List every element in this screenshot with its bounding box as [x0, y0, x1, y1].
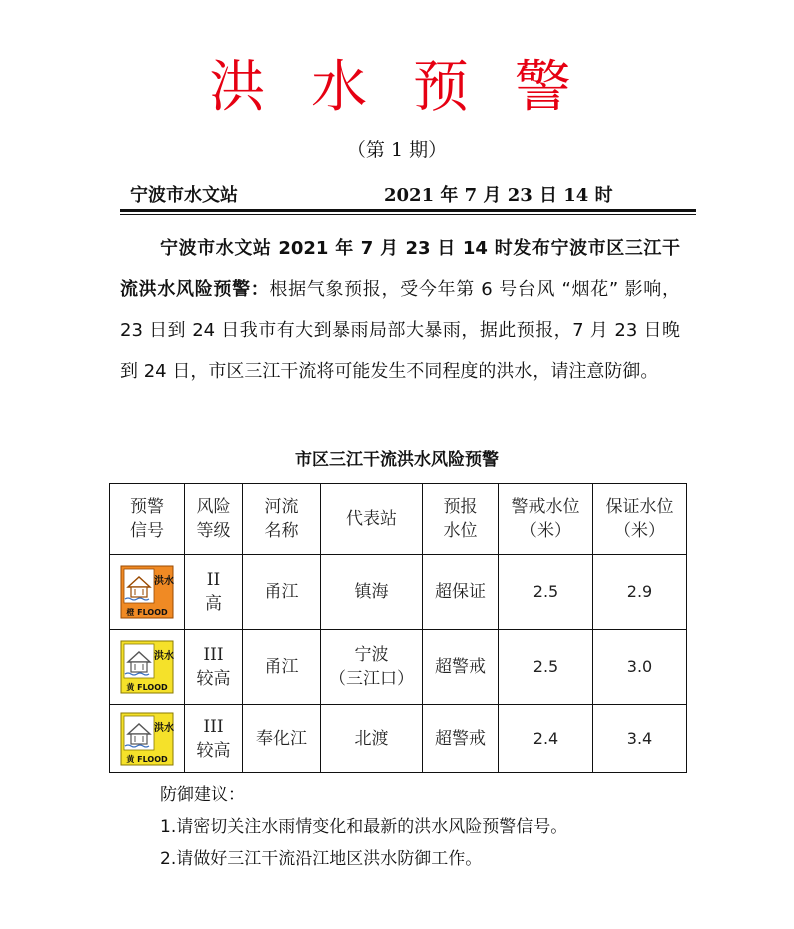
bulletin-lead: 宁波市水文站 2021 年 7 月 23 日 14 时发布宁波市区三江干流洪水风险预警：	[120, 238, 680, 300]
forecast-cell: 超警戒	[423, 630, 499, 705]
river-cell: 甬江	[243, 555, 321, 630]
yellow-flood-warning-icon	[120, 640, 174, 694]
svg-text:黄 FLOOD: 黄 FLOOD	[126, 754, 168, 764]
yellow-flood-warning-icon	[120, 712, 174, 766]
table-row	[110, 705, 687, 773]
forecast-cell: 超警戒	[423, 705, 499, 773]
guarantee-level-cell: 3.4	[593, 705, 687, 773]
bulletin-text: 根据气象预报，受今年第 6 号台风 “烟花” 影响，23 日到 24 日我市有大到暴雨局部大暴雨，据此预报，7 月 23 日晚到 24 日，市区三江干流将可能发生不同程度的洪水，请注意防御。	[120, 279, 680, 382]
risk-level-cell: II 高	[185, 555, 243, 630]
guarantee-level-cell: 3.0	[593, 630, 687, 705]
header-cell-level: 风险 等级	[185, 484, 243, 555]
station-cell: 宁波 （三江口）	[321, 630, 423, 705]
header-cell-station: 代表站	[321, 484, 423, 555]
guarantee-level-cell: 2.9	[593, 555, 687, 630]
svg-text:黄 FLOOD: 黄 FLOOD	[126, 683, 168, 692]
bulletin-paragraph	[120, 228, 680, 392]
advice-item: 1.请密切关注水雨情变化和最新的洪水风险预警信号。	[160, 817, 568, 837]
flood-risk-table	[109, 483, 687, 773]
risk-level-cell: III 较高	[185, 630, 243, 705]
svg-text:洪水: 洪水	[154, 651, 174, 662]
header-rule-thick	[120, 209, 696, 212]
risk-level-cell: III 较高	[185, 705, 243, 773]
station-cell: 镇海	[321, 555, 423, 630]
table-title: 市区三江干流洪水风险预警	[295, 450, 499, 470]
page-title: 洪 水 预 警	[209, 55, 585, 120]
station-cell: 北渡	[321, 705, 423, 773]
issue-datetime: 2021 年 7 月 23 日 14 时	[384, 185, 613, 206]
orange-flood-warning-icon	[120, 565, 174, 619]
warning-level-cell: 2.5	[499, 630, 593, 705]
issuing-station: 宁波市水文站	[130, 185, 238, 206]
river-cell: 甬江	[243, 630, 321, 705]
svg-text:洪水: 洪水	[154, 722, 174, 734]
table-header-row	[110, 484, 687, 555]
header-cell-forecast: 预报 水位	[423, 484, 499, 555]
table-row	[110, 630, 687, 705]
signal-cell	[110, 705, 185, 773]
signal-cell	[110, 630, 185, 705]
table-row	[110, 555, 687, 630]
svg-text:洪水: 洪水	[154, 576, 174, 587]
svg-text:橙 FLOOD: 橙 FLOOD	[126, 608, 168, 617]
advice-item: 2.请做好三江干流沿江地区洪水防御工作。	[160, 849, 483, 869]
river-cell: 奉化江	[243, 705, 321, 773]
forecast-cell: 超保证	[423, 555, 499, 630]
warning-level-cell: 2.5	[499, 555, 593, 630]
issue-number: （第 1 期）	[346, 139, 448, 161]
header-cell-guarantee-level: 保证水位 （米）	[593, 484, 687, 555]
advice-heading: 防御建议：	[160, 785, 245, 805]
header-rule-thin	[120, 214, 696, 215]
signal-cell	[110, 555, 185, 630]
warning-level-cell: 2.4	[499, 705, 593, 773]
header-cell-signal: 预警 信号	[110, 484, 185, 555]
header-cell-warning-level: 警戒水位 （米）	[499, 484, 593, 555]
header-cell-river: 河流 名称	[243, 484, 321, 555]
